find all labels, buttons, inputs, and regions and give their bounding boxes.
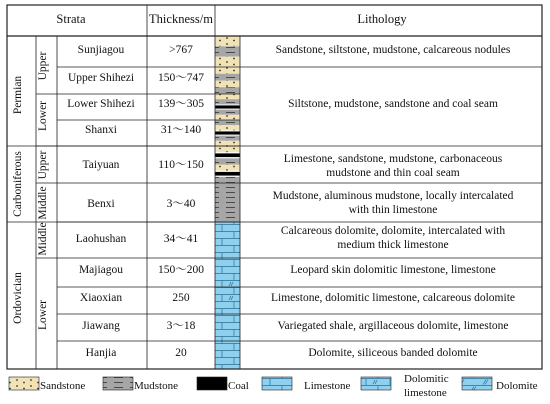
series-ordovician-lower: Lower — [37, 299, 49, 331]
lithology-layer-limestone — [215, 287, 240, 296]
lithology-layer-dolomitic_limestone — [215, 273, 240, 288]
lithology-layer-coal — [215, 172, 240, 176]
lithology-text: Mudstone, aluminous mudstone, locally intercalated — [272, 190, 514, 202]
formation-name: Sunjiagou — [77, 44, 125, 56]
lithology-text: Dolomite, siliceous banded dolomite — [308, 347, 478, 359]
formation-name: Benxi — [87, 198, 115, 210]
lithology-text: Calcareous dolomite, dolomite, intercalated with — [280, 225, 506, 237]
thickness-value: 3～40 — [166, 198, 196, 210]
legend-label-mudstone: Mudstone — [134, 380, 178, 392]
lithology-layer-mudstone — [215, 87, 240, 94]
legend-swatch-sandstone — [9, 377, 39, 390]
lithology-layer-sandstone — [215, 141, 240, 146]
legend-label-dolomitic: Dolomitic — [404, 373, 449, 385]
legend-swatch-dolomite — [462, 377, 492, 390]
lithology-layer-mudstone — [215, 120, 240, 125]
formation-name: Laohushan — [75, 233, 127, 245]
series-permian-upper: Upper — [37, 51, 49, 81]
formation-name: Majiagou — [78, 264, 124, 276]
formation-name: Lower Shihezi — [67, 98, 135, 110]
lithology-layer-limestone — [215, 222, 240, 258]
formation-name: Hanjia — [85, 347, 117, 359]
lithology-layer-mudstone — [215, 158, 240, 164]
lithology-layer-sandstone — [215, 94, 240, 99]
lithology-text: Sandstone, siltstone, mudstone, calcareous nodules — [275, 44, 511, 56]
lithology-layer-limestone — [215, 305, 240, 314]
lithology-text: Variegated shale, argillaceous dolomite, limestone — [277, 320, 509, 332]
thickness-value: 150～747 — [158, 72, 204, 84]
thickness-value: 139～305 — [158, 98, 204, 110]
lithology-layer-mudstone — [215, 110, 240, 115]
lithology-layer-mudstone — [215, 136, 240, 141]
legend-label-dolomite: Dolomite — [496, 380, 538, 392]
thickness-value: 31～140 — [160, 124, 202, 136]
legend-label-coal: Coal — [228, 380, 249, 392]
formation-name: Upper Shihezi — [67, 72, 135, 84]
lithology-layer-limestone — [215, 258, 240, 273]
lithology-layer-dolomitic_limestone — [215, 296, 240, 305]
formation-name: Taiyuan — [82, 159, 120, 171]
thickness-value: 110～150 — [158, 159, 204, 171]
thickness-value: 20 — [175, 347, 187, 359]
legend-label-limestone: Limestone — [304, 380, 351, 392]
lithology-layer-sandstone — [215, 81, 240, 88]
lithology-layer-mudstone — [215, 46, 240, 56]
thickness-value: 3～18 — [166, 320, 196, 332]
lithology-text: Limestone, sandstone, mudstone, carbonaceous — [283, 153, 503, 165]
legend-swatch-coal — [197, 377, 227, 390]
series-carboniferous-middle: Middle — [37, 186, 49, 220]
system-ordovician: Ordovician — [12, 272, 24, 324]
legend-label-sandstone: Sandstone — [40, 380, 86, 392]
header-thickness: Thickness/m — [149, 12, 213, 26]
lithology-layer-sandstone — [215, 36, 240, 46]
header-strata: Strata — [56, 12, 86, 26]
formation-name: Jiawang — [82, 320, 120, 332]
lithology-layer-sandstone — [215, 115, 240, 120]
lithology-layer-limestone — [215, 314, 240, 341]
header-lithology: Lithology — [357, 12, 407, 26]
lithology-layer-sandstone — [215, 67, 240, 74]
lithology-layer-sandstone — [215, 57, 240, 67]
lithology-layer-mudstone — [215, 99, 240, 104]
lithology-layer-mudstone — [215, 183, 240, 222]
series-carboniferous-upper: Upper — [37, 150, 49, 180]
lithology-text: Siltstone, mudstone, sandstone and coal seam — [288, 98, 498, 110]
thickness-value: 150～200 — [158, 264, 204, 276]
lithology-layer-mudstone — [215, 74, 240, 81]
thickness-value: >767 — [169, 44, 193, 56]
lithology-layer-sandstone — [215, 125, 240, 130]
series-permian-lower: Lower — [37, 100, 49, 132]
system-carboniferous: Carboniferous — [12, 151, 24, 217]
lithology-text: Limestone, dolomitic limestone, calcareous dolomite — [271, 292, 515, 304]
series-ordovician-middle: Middle — [37, 222, 49, 256]
legend-swatch-limestone — [262, 377, 292, 390]
lithology-text: mudstone and thin coal seam — [326, 167, 460, 179]
thickness-value: 34～41 — [163, 233, 199, 245]
lithology-layer-sandstone — [215, 146, 240, 152]
lithology-text: with thin limestone — [348, 204, 438, 216]
thickness-value: 250 — [172, 292, 190, 304]
legend-label-dolomitic-limestone: limestone — [404, 387, 447, 399]
system-permian: Permian — [12, 75, 24, 115]
legend-swatch-mudstone — [103, 377, 133, 390]
lithology-text: Leopard skin dolomitic limestone, limestone — [290, 264, 496, 276]
formation-name: Shanxi — [85, 124, 117, 136]
lithology-layer-coal — [215, 105, 240, 108]
lithology-layer-limestone — [215, 341, 240, 369]
lithology-layer-mudstone — [215, 177, 240, 183]
lithology-layer-coal — [215, 153, 240, 157]
lithology-text: medium thick limestone — [337, 239, 449, 251]
lithology-layer-coal — [215, 131, 240, 134]
legend-swatch-dolomitic-limestone — [361, 377, 391, 390]
lithology-layer-sandstone — [215, 165, 240, 171]
formation-name: Xiaoxian — [79, 292, 123, 304]
